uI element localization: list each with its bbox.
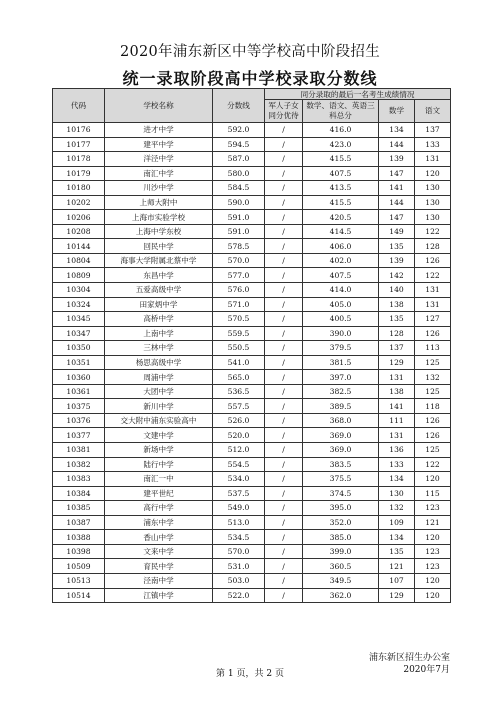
cell-military: / <box>265 239 303 254</box>
cell-chinese: 131 <box>415 283 451 298</box>
cell-score: 534.0 <box>213 472 265 487</box>
cell-sum3: 389.5 <box>303 399 379 414</box>
cell-math: 147 <box>379 166 415 181</box>
cell-military: / <box>265 326 303 341</box>
cell-chinese: 120 <box>415 166 451 181</box>
cell-code: 10360 <box>53 370 105 385</box>
cell-chinese: 126 <box>415 428 451 443</box>
cell-military: / <box>265 443 303 458</box>
cell-score: 520.0 <box>213 428 265 443</box>
table-row <box>53 544 451 559</box>
cell-sum3: 385.0 <box>303 530 379 545</box>
cell-code: 10514 <box>53 588 105 603</box>
cell-military: / <box>265 152 303 167</box>
cell-math: 140 <box>379 283 415 298</box>
cell-code: 10177 <box>53 137 105 152</box>
cell-chinese: 118 <box>415 399 451 414</box>
cell-score: 522.0 <box>213 588 265 603</box>
cell-sum3: 368.0 <box>303 413 379 428</box>
table-row <box>53 399 451 414</box>
cell-military: / <box>265 297 303 312</box>
cell-code: 10804 <box>53 253 105 268</box>
cell-math: 141 <box>379 399 415 414</box>
cell-military: / <box>265 253 303 268</box>
cell-sum3: 349.5 <box>303 573 379 588</box>
cell-military: / <box>265 224 303 239</box>
table-row <box>53 326 451 341</box>
cell-school: 交大附中浦东实验高中 <box>105 413 213 428</box>
cell-math: 134 <box>379 530 415 545</box>
cell-school: 上海市实验学校 <box>105 210 213 225</box>
cell-sum3: 369.0 <box>303 443 379 458</box>
cell-math: 133 <box>379 457 415 472</box>
cell-military: / <box>265 166 303 181</box>
cell-sum3: 395.0 <box>303 501 379 516</box>
cell-sum3: 352.0 <box>303 515 379 530</box>
cell-chinese: 125 <box>415 443 451 458</box>
cell-sum3: 407.5 <box>303 268 379 283</box>
table-row <box>53 123 451 138</box>
cell-math: 147 <box>379 210 415 225</box>
cell-math: 121 <box>379 559 415 574</box>
cell-sum3: 402.0 <box>303 253 379 268</box>
cell-school: 三林中学 <box>105 341 213 356</box>
table-row <box>53 297 451 312</box>
header-sum3: 数学、语文、英语三科总分 <box>303 100 379 123</box>
cell-school: 回民中学 <box>105 239 213 254</box>
cell-military: / <box>265 341 303 356</box>
cell-chinese: 122 <box>415 457 451 472</box>
table-row <box>53 355 451 370</box>
cell-military: / <box>265 501 303 516</box>
cell-chinese: 120 <box>415 588 451 603</box>
cell-code: 10179 <box>53 166 105 181</box>
cell-chinese: 131 <box>415 152 451 167</box>
cell-math: 128 <box>379 326 415 341</box>
cell-sum3: 374.5 <box>303 486 379 501</box>
cell-code: 10375 <box>53 399 105 414</box>
cell-code: 10345 <box>53 312 105 327</box>
cell-sum3: 362.0 <box>303 588 379 603</box>
cell-school: 新川中学 <box>105 399 213 414</box>
table-row <box>53 384 451 399</box>
header-chinese: 语文 <box>415 100 451 123</box>
table-row <box>53 370 451 385</box>
cell-sum3: 382.5 <box>303 384 379 399</box>
cell-score: 559.5 <box>213 326 265 341</box>
cell-math: 109 <box>379 515 415 530</box>
cell-math: 134 <box>379 123 415 138</box>
cell-chinese: 125 <box>415 384 451 399</box>
cell-military: / <box>265 530 303 545</box>
cell-school: 进才中学 <box>105 123 213 138</box>
cell-sum3: 375.5 <box>303 472 379 487</box>
table-row <box>53 443 451 458</box>
cell-military: / <box>265 370 303 385</box>
cell-score: 584.5 <box>213 181 265 196</box>
cell-military: / <box>265 515 303 530</box>
document-title: 2020年浦东新区中等学校高中阶段招生 <box>119 44 381 60</box>
table-row <box>53 457 451 472</box>
cell-score: 550.5 <box>213 341 265 356</box>
cell-sum3: 416.0 <box>303 123 379 138</box>
table-row <box>53 588 451 603</box>
cell-chinese: 130 <box>415 181 451 196</box>
cell-math: 129 <box>379 355 415 370</box>
cell-sum3: 399.0 <box>303 544 379 559</box>
cell-school: 南汇一中 <box>105 472 213 487</box>
cell-score: 503.0 <box>213 573 265 588</box>
cell-military: / <box>265 123 303 138</box>
cell-sum3: 383.5 <box>303 457 379 472</box>
cell-chinese: 130 <box>415 195 451 210</box>
cell-math: 131 <box>379 370 415 385</box>
cell-code: 10388 <box>53 530 105 545</box>
cell-chinese: 122 <box>415 224 451 239</box>
cell-chinese: 130 <box>415 210 451 225</box>
cell-military: / <box>265 573 303 588</box>
cell-school: 香山中学 <box>105 530 213 545</box>
cell-military: / <box>265 399 303 414</box>
cell-math: 136 <box>379 443 415 458</box>
cell-math: 135 <box>379 239 415 254</box>
cell-math: 129 <box>379 588 415 603</box>
cell-code: 10304 <box>53 283 105 298</box>
cell-chinese: 122 <box>415 268 451 283</box>
table-row <box>53 341 451 356</box>
page-indicator: 第 1 页，共 2 页 <box>216 669 284 679</box>
cell-school: 上海中学东校 <box>105 224 213 239</box>
cell-score: 592.0 <box>213 123 265 138</box>
table-row <box>53 413 451 428</box>
cell-military: / <box>265 559 303 574</box>
cell-math: 135 <box>379 312 415 327</box>
table-row <box>53 530 451 545</box>
cell-military: / <box>265 413 303 428</box>
cell-math: 144 <box>379 195 415 210</box>
cell-code: 10382 <box>53 457 105 472</box>
header-military: 军人子女同分优待 <box>265 100 303 123</box>
cell-military: / <box>265 283 303 298</box>
cell-school: 周浦中学 <box>105 370 213 385</box>
cell-math: 142 <box>379 268 415 283</box>
cell-school: 洋泾中学 <box>105 152 213 167</box>
cell-military: / <box>265 137 303 152</box>
cell-school: 浦东中学 <box>105 515 213 530</box>
footer-date: 2020年7月 <box>403 665 450 675</box>
table-row <box>53 253 451 268</box>
cell-math: 130 <box>379 486 415 501</box>
cell-school: 东昌中学 <box>105 268 213 283</box>
cell-score: 531.0 <box>213 559 265 574</box>
cell-school: 泾南中学 <box>105 573 213 588</box>
cell-military: / <box>265 210 303 225</box>
cell-code: 10513 <box>53 573 105 588</box>
table-row <box>53 486 451 501</box>
cell-chinese: 131 <box>415 297 451 312</box>
header-group: 同分录取的最后一名考生成绩情况 <box>265 89 451 100</box>
cell-code: 10509 <box>53 559 105 574</box>
cell-code: 10385 <box>53 501 105 516</box>
cell-score: 534.5 <box>213 530 265 545</box>
table-row <box>53 224 451 239</box>
cell-score: 512.0 <box>213 443 265 458</box>
cell-sum3: 423.0 <box>303 137 379 152</box>
cell-math: 139 <box>379 253 415 268</box>
table-row <box>53 501 451 516</box>
cell-school: 育民中学 <box>105 559 213 574</box>
cell-math: 135 <box>379 544 415 559</box>
cell-math: 139 <box>379 152 415 167</box>
cell-score: 526.0 <box>213 413 265 428</box>
cell-code: 10383 <box>53 472 105 487</box>
cell-chinese: 120 <box>415 472 451 487</box>
cell-school: 新场中学 <box>105 443 213 458</box>
cell-math: 137 <box>379 341 415 356</box>
cell-chinese: 123 <box>415 559 451 574</box>
cell-score: 537.5 <box>213 486 265 501</box>
table-row <box>53 210 451 225</box>
cell-score: 549.0 <box>213 501 265 516</box>
cell-chinese: 126 <box>415 326 451 341</box>
cell-math: 132 <box>379 501 415 516</box>
cell-score: 541.0 <box>213 355 265 370</box>
cell-code: 10350 <box>53 341 105 356</box>
header-score: 分数线 <box>213 89 265 123</box>
cell-math: 144 <box>379 137 415 152</box>
cell-sum3: 400.5 <box>303 312 379 327</box>
cell-sum3: 397.0 <box>303 370 379 385</box>
cell-chinese: 120 <box>415 530 451 545</box>
cell-score: 570.0 <box>213 253 265 268</box>
cell-school: 高桥中学 <box>105 312 213 327</box>
cell-military: / <box>265 457 303 472</box>
header-math: 数学 <box>379 100 415 123</box>
cell-chinese: 121 <box>415 515 451 530</box>
cell-chinese: 126 <box>415 413 451 428</box>
cell-code: 10347 <box>53 326 105 341</box>
cell-school: 高行中学 <box>105 501 213 516</box>
cell-score: 570.0 <box>213 544 265 559</box>
cell-sum3: 414.5 <box>303 224 379 239</box>
cell-code: 10377 <box>53 428 105 443</box>
cell-military: / <box>265 384 303 399</box>
table-row <box>53 152 451 167</box>
cell-sum3: 390.0 <box>303 326 379 341</box>
cell-code: 10381 <box>53 443 105 458</box>
cell-military: / <box>265 486 303 501</box>
cell-code: 10208 <box>53 224 105 239</box>
table-body <box>53 123 451 603</box>
cell-chinese: 123 <box>415 544 451 559</box>
cell-score: 536.5 <box>213 384 265 399</box>
cell-score: 578.5 <box>213 239 265 254</box>
cell-math: 141 <box>379 181 415 196</box>
cell-sum3: 381.5 <box>303 355 379 370</box>
cell-sum3: 360.5 <box>303 559 379 574</box>
cell-math: 149 <box>379 224 415 239</box>
table-row <box>53 283 451 298</box>
cell-school: 南汇中学 <box>105 166 213 181</box>
table-row <box>53 559 451 574</box>
table-row <box>53 472 451 487</box>
cell-school: 建平中学 <box>105 137 213 152</box>
cell-code: 10398 <box>53 544 105 559</box>
table-row <box>53 515 451 530</box>
cell-sum3: 407.5 <box>303 166 379 181</box>
cell-score: 591.0 <box>213 224 265 239</box>
cell-score: 570.5 <box>213 312 265 327</box>
cell-chinese: 115 <box>415 486 451 501</box>
cell-school: 杨思高级中学 <box>105 355 213 370</box>
table-row <box>53 181 451 196</box>
cell-code: 10376 <box>53 413 105 428</box>
cell-chinese: 120 <box>415 573 451 588</box>
table-row <box>53 195 451 210</box>
cell-chinese: 128 <box>415 239 451 254</box>
cell-code: 10202 <box>53 195 105 210</box>
cell-military: / <box>265 312 303 327</box>
cell-score: 590.0 <box>213 195 265 210</box>
cell-sum3: 415.5 <box>303 152 379 167</box>
table-row <box>53 239 451 254</box>
cell-school: 海事大学附属北蔡中学 <box>105 253 213 268</box>
cell-sum3: 405.0 <box>303 297 379 312</box>
cell-score: 565.0 <box>213 370 265 385</box>
cell-math: 107 <box>379 573 415 588</box>
cell-math: 138 <box>379 384 415 399</box>
cell-score: 591.0 <box>213 210 265 225</box>
cell-military: / <box>265 355 303 370</box>
cell-military: / <box>265 268 303 283</box>
cell-score: 576.0 <box>213 283 265 298</box>
cell-school: 上师大附中 <box>105 195 213 210</box>
cell-code: 10144 <box>53 239 105 254</box>
cell-military: / <box>265 544 303 559</box>
cell-school: 上南中学 <box>105 326 213 341</box>
cell-code: 10351 <box>53 355 105 370</box>
cell-score: 580.0 <box>213 166 265 181</box>
cell-military: / <box>265 195 303 210</box>
cell-score: 577.0 <box>213 268 265 283</box>
cell-code: 10387 <box>53 515 105 530</box>
table-row <box>53 166 451 181</box>
header-school: 学校名称 <box>105 89 213 123</box>
cell-code: 10809 <box>53 268 105 283</box>
cell-school: 建平世纪 <box>105 486 213 501</box>
cell-military: / <box>265 588 303 603</box>
cell-sum3: 406.0 <box>303 239 379 254</box>
table-row <box>53 268 451 283</box>
cell-chinese: 113 <box>415 341 451 356</box>
cell-school: 文来中学 <box>105 544 213 559</box>
cell-sum3: 414.0 <box>303 283 379 298</box>
cell-score: 554.5 <box>213 457 265 472</box>
cell-school: 田家炳中学 <box>105 297 213 312</box>
cell-code: 10361 <box>53 384 105 399</box>
cell-chinese: 137 <box>415 123 451 138</box>
cell-school: 大团中学 <box>105 384 213 399</box>
cell-chinese: 127 <box>415 312 451 327</box>
table-row <box>53 428 451 443</box>
cell-chinese: 133 <box>415 137 451 152</box>
document-subtitle: 统一录取阶段高中学校录取分数线 <box>122 69 378 88</box>
cell-school: 五爱高级中学 <box>105 283 213 298</box>
table-row <box>53 137 451 152</box>
cell-military: / <box>265 181 303 196</box>
cell-code: 10178 <box>53 152 105 167</box>
cell-chinese: 123 <box>415 501 451 516</box>
cell-school: 文建中学 <box>105 428 213 443</box>
cell-school: 江镇中学 <box>105 588 213 603</box>
cell-school: 陆行中学 <box>105 457 213 472</box>
cell-sum3: 420.5 <box>303 210 379 225</box>
header-code: 代码 <box>53 89 105 123</box>
cell-chinese: 126 <box>415 253 451 268</box>
cell-sum3: 413.5 <box>303 181 379 196</box>
cell-military: / <box>265 428 303 443</box>
cell-sum3: 379.5 <box>303 341 379 356</box>
cell-code: 10324 <box>53 297 105 312</box>
cell-sum3: 369.0 <box>303 428 379 443</box>
table-row <box>53 573 451 588</box>
cell-chinese: 125 <box>415 355 451 370</box>
cell-score: 594.5 <box>213 137 265 152</box>
cell-score: 557.5 <box>213 399 265 414</box>
footer-org: 浦东新区招生办公室 <box>368 653 450 663</box>
cell-code: 10384 <box>53 486 105 501</box>
cell-code: 10206 <box>53 210 105 225</box>
cell-military: / <box>265 472 303 487</box>
cell-score: 513.0 <box>213 515 265 530</box>
cell-score: 571.0 <box>213 297 265 312</box>
cell-school: 川沙中学 <box>105 181 213 196</box>
cell-code: 10176 <box>53 123 105 138</box>
cell-math: 131 <box>379 428 415 443</box>
cell-chinese: 132 <box>415 370 451 385</box>
admission-score-table <box>52 88 451 603</box>
cell-math: 111 <box>379 413 415 428</box>
cell-math: 138 <box>379 297 415 312</box>
cell-sum3: 415.5 <box>303 195 379 210</box>
table-row <box>53 312 451 327</box>
cell-code: 10180 <box>53 181 105 196</box>
cell-score: 587.0 <box>213 152 265 167</box>
cell-math: 134 <box>379 472 415 487</box>
